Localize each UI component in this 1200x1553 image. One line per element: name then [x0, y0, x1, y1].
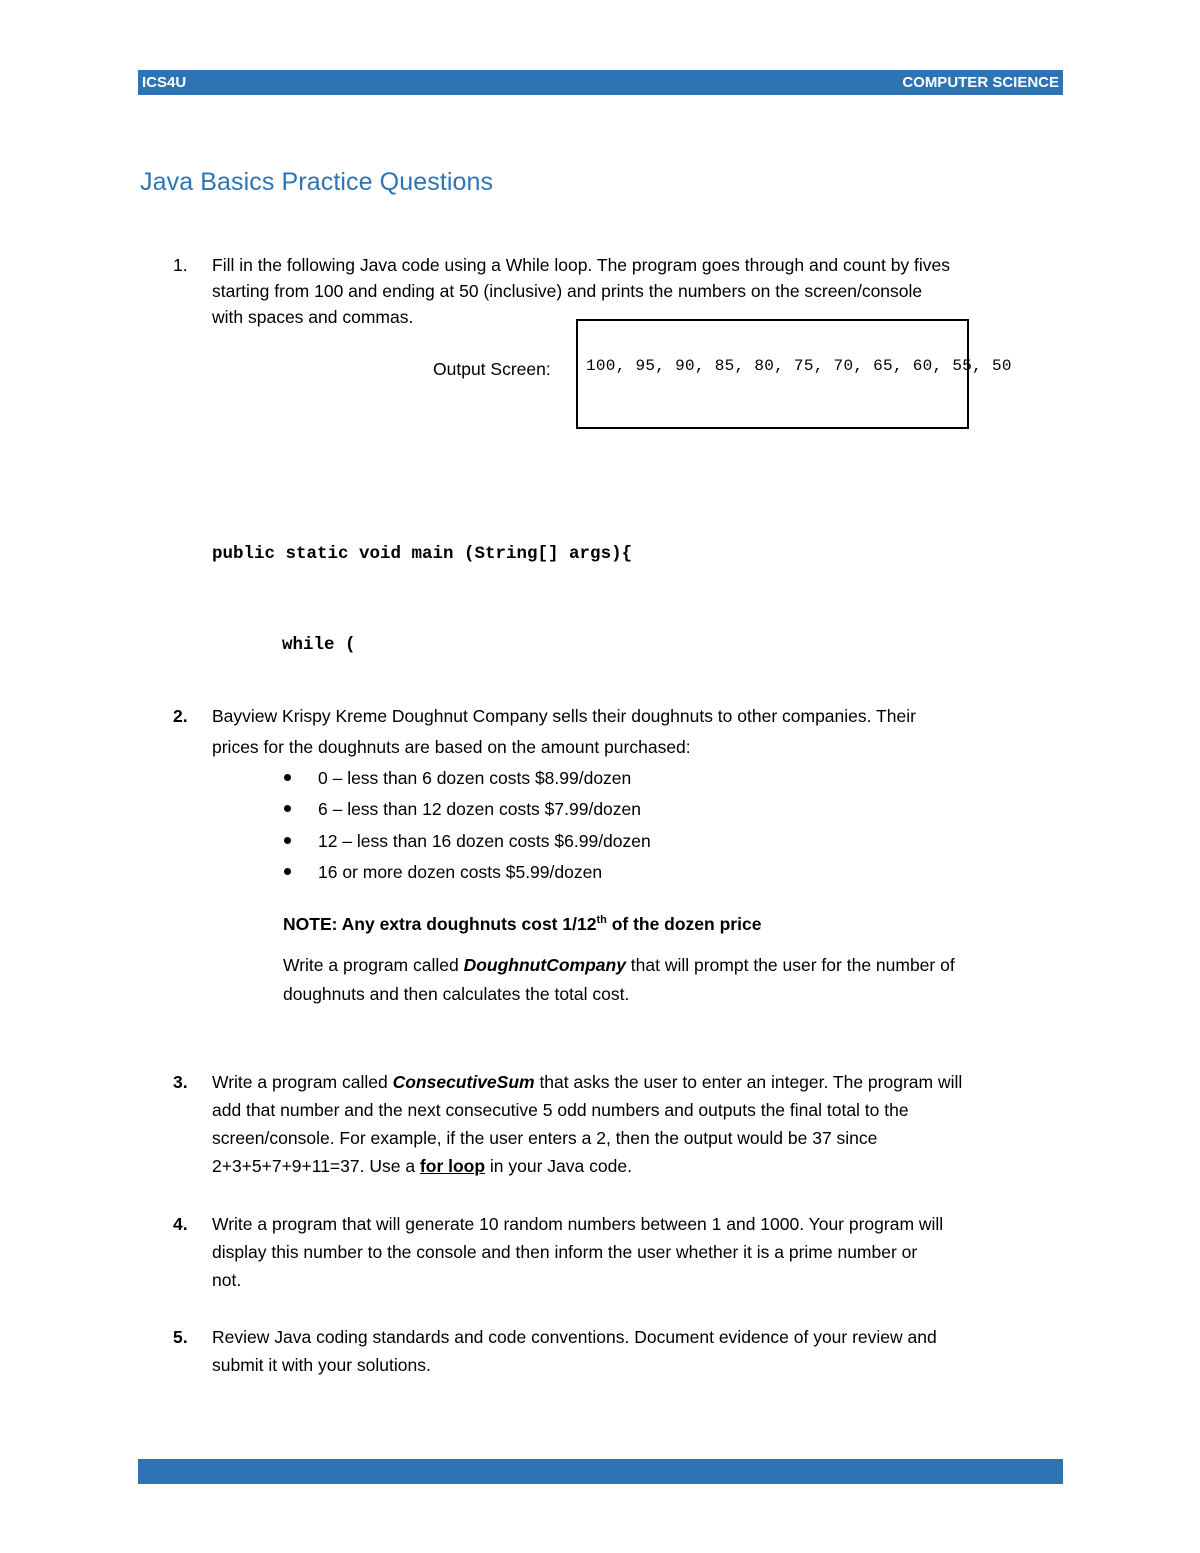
q2-line: Bayview Krispy Kreme Doughnut Company sells their doughnuts to other companies. Their	[212, 706, 916, 726]
q4-number: 4.	[173, 1214, 188, 1234]
program-name: ConsecutiveSum	[392, 1072, 535, 1092]
q3-line: 2+3+5+7+9+11=37. Use a for loop in your Java code.	[212, 1156, 632, 1176]
price-tier: 0 – less than 6 dozen costs $8.99/dozen	[318, 768, 632, 788]
bullet-icon	[284, 805, 291, 812]
bullet-icon	[284, 868, 291, 875]
q3-line: screen/console. For example, if the user enters a 2, then the output would be 37 since	[212, 1128, 878, 1148]
q5-line: submit it with your solutions.	[212, 1355, 431, 1375]
output-screen-box	[576, 319, 1012, 429]
program-name: DoughnutCompany	[463, 955, 626, 975]
price-tier: 16 or more dozen costs $5.99/dozen	[318, 862, 603, 882]
price-tier: 6 – less than 12 dozen costs $7.99/dozen	[318, 799, 642, 819]
page-title: Java Basics Practice Questions	[140, 168, 494, 196]
q3-number: 3.	[173, 1072, 188, 1092]
subject-name: COMPUTER SCIENCE	[902, 74, 1059, 91]
for-loop-emphasis: for loop	[419, 1156, 486, 1176]
code-while-statement: while (	[282, 635, 356, 655]
q1-number: 1.	[173, 255, 188, 275]
bullet-icon	[284, 774, 291, 781]
q2-instruction: Write a program called DoughnutCompany that will prompt the user for the number of	[283, 955, 955, 975]
q4-line: not.	[212, 1270, 242, 1290]
q5-line: Review Java coding standards and code conventions. Document evidence of your review and	[212, 1327, 937, 1347]
q2-number: 2.	[173, 706, 188, 726]
q4-line: Write a program that will generate 10 random numbers between 1 and 1000. Your program will	[212, 1214, 944, 1234]
price-tier: 12 – less than 16 dozen costs $6.99/dozen	[318, 831, 651, 851]
q3-line: add that number and the next consecutive 5 odd numbers and outputs the final total to the	[212, 1100, 909, 1120]
q1-line: Fill in the following Java code using a While loop. The program goes through and count by fives	[212, 255, 951, 275]
q5-number: 5.	[173, 1327, 188, 1347]
page-footer	[138, 1459, 1063, 1484]
q2-line: prices for the doughnuts are based on the amount purchased:	[212, 737, 691, 757]
output-label: Output Screen:	[433, 359, 551, 379]
page-header	[138, 70, 1063, 95]
q1-line: with spaces and commas.	[212, 307, 414, 327]
q2-instruction-line: doughnuts and then calculates the total cost.	[283, 984, 630, 1004]
q3-line: Write a program called ConsecutiveSum that asks the user to enter an integer. The program will	[212, 1072, 963, 1092]
bullet-icon	[284, 837, 291, 844]
pricing-note: NOTE: Any extra doughnuts cost 1/12th of the dozen price	[283, 913, 762, 934]
code-main-signature: public static void main (String[] args){	[212, 544, 633, 564]
course-code: ICS4U	[142, 74, 187, 91]
q4-line: display this number to the console and then inform the user whether it is a prime number or	[212, 1242, 918, 1262]
q1-line: starting from 100 and ending at 50 (inclusive) and prints the numbers on the screen/console	[212, 281, 923, 301]
output-value: 100, 95, 90, 85, 80, 75, 70, 65, 60, 55, 50	[586, 357, 1012, 375]
